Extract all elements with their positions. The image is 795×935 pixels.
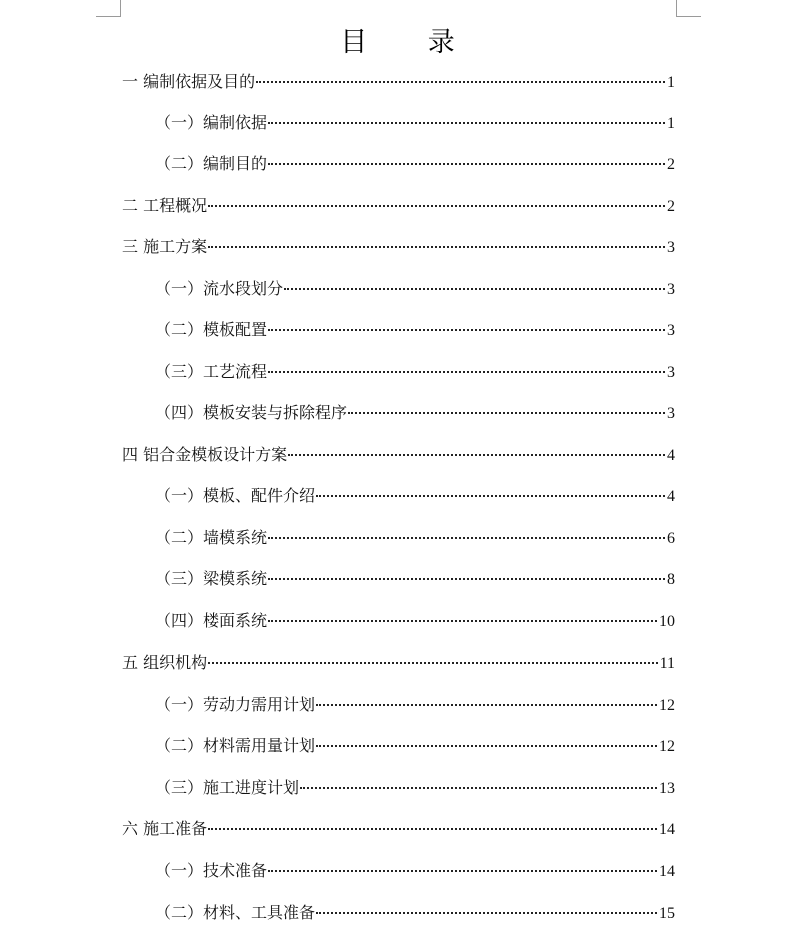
toc-entry-label: （二）材料、工具准备 xyxy=(155,903,316,922)
toc-entry-label: （二）编制目的 xyxy=(155,154,268,173)
toc-entry-label: （一）流水段划分 xyxy=(155,279,284,298)
toc-entry-page: 6 xyxy=(667,530,675,547)
toc-entry-label: （一）技术准备 xyxy=(155,861,268,880)
toc-entry-label: 二 工程概况 xyxy=(122,196,208,215)
toc-leader xyxy=(316,495,665,497)
toc-leader xyxy=(268,620,657,622)
toc-entry[interactable] xyxy=(122,71,675,93)
toc-leader xyxy=(268,537,665,539)
toc-leader xyxy=(300,787,657,789)
toc-entry-label: （二）模板配置 xyxy=(155,320,268,339)
toc-leader xyxy=(268,578,665,580)
toc-entry[interactable] xyxy=(155,278,675,300)
toc-leader xyxy=(208,205,665,207)
toc-leader xyxy=(288,454,665,456)
toc-entry[interactable] xyxy=(155,112,675,134)
toc-entry-page: 1 xyxy=(667,115,675,132)
toc-entry-page: 2 xyxy=(667,198,675,215)
toc-leader xyxy=(208,246,665,248)
toc-entry-page: 13 xyxy=(659,780,675,797)
toc-entry-label: 一 编制依据及目的 xyxy=(122,72,256,91)
toc-entry-page: 15 xyxy=(659,905,675,922)
toc-entry-label: （三）工艺流程 xyxy=(155,362,268,381)
toc-entry-label: 六 施工准备 xyxy=(122,819,208,838)
toc-entry[interactable] xyxy=(155,694,675,716)
toc-entry-page: 14 xyxy=(659,863,675,880)
toc-entry[interactable] xyxy=(155,153,675,175)
toc-entry[interactable] xyxy=(122,444,675,466)
toc-entry[interactable] xyxy=(155,485,675,507)
toc-entry-page: 1 xyxy=(667,74,675,91)
toc-entry[interactable] xyxy=(155,568,675,590)
toc-entry[interactable] xyxy=(155,610,675,632)
toc-leader xyxy=(268,163,665,165)
toc-entry-page: 14 xyxy=(659,821,675,838)
toc-entry-label: 三 施工方案 xyxy=(122,237,208,256)
toc-entry-label: 四 铝合金模板设计方案 xyxy=(122,445,288,464)
toc-entry[interactable] xyxy=(155,402,675,424)
toc-leader xyxy=(268,122,665,124)
toc-entry-page: 12 xyxy=(659,738,675,755)
toc-leader xyxy=(256,81,665,83)
toc-entry-label: （一）模板、配件介绍 xyxy=(155,486,316,505)
toc-entry-page: 4 xyxy=(667,447,675,464)
toc-title: 目 录 xyxy=(340,27,481,58)
toc-entry-page: 3 xyxy=(667,405,675,422)
toc-entry-page: 3 xyxy=(667,281,675,298)
toc-entry[interactable] xyxy=(155,361,675,383)
toc-entry-page: 4 xyxy=(667,488,675,505)
toc-entry-label: （四）模板安装与拆除程序 xyxy=(155,403,348,422)
toc-entry-page: 10 xyxy=(659,613,675,630)
toc-leader xyxy=(316,745,657,747)
toc-entry[interactable] xyxy=(155,735,675,757)
toc-entry-page: 3 xyxy=(667,322,675,339)
toc-entry-page: 11 xyxy=(659,655,675,672)
toc-leader xyxy=(348,412,665,414)
toc-entry[interactable] xyxy=(155,902,675,924)
toc-entry-label: （二）材料需用量计划 xyxy=(155,736,316,755)
toc-leader xyxy=(316,912,657,914)
toc-entry-label: （三）施工进度计划 xyxy=(155,778,300,797)
toc-entry[interactable] xyxy=(122,236,675,258)
toc-entry-page: 2 xyxy=(667,156,675,173)
toc-entry-label: （三）梁模系统 xyxy=(155,569,268,588)
toc-entry[interactable] xyxy=(155,527,675,549)
toc-leader xyxy=(268,329,665,331)
toc-entry-label: （四）楼面系统 xyxy=(155,611,268,630)
toc-leader xyxy=(284,288,665,290)
toc-entry[interactable] xyxy=(155,777,675,799)
toc-entry-page: 3 xyxy=(667,364,675,381)
toc-entry-label: （一）编制依据 xyxy=(155,113,268,132)
toc-leader xyxy=(208,662,658,664)
toc-entry-label: （一）劳动力需用计划 xyxy=(155,695,316,714)
toc-entry-page: 8 xyxy=(667,571,675,588)
toc-entry[interactable] xyxy=(122,195,675,217)
toc-entry[interactable] xyxy=(122,652,675,674)
toc-leader xyxy=(316,704,657,706)
toc-entry[interactable] xyxy=(122,818,675,840)
page-corner-mark-left xyxy=(96,0,121,17)
toc-entry-page: 12 xyxy=(659,697,675,714)
toc-entry-label: 五 组织机构 xyxy=(122,653,208,672)
toc-leader xyxy=(268,870,657,872)
toc-entry-page: 3 xyxy=(667,239,675,256)
toc-leader xyxy=(268,371,665,373)
toc-entry[interactable] xyxy=(155,860,675,882)
toc-leader xyxy=(208,828,657,830)
toc-entry-label: （二）墙模系统 xyxy=(155,528,268,547)
toc-entry[interactable] xyxy=(155,319,675,341)
page-corner-mark-right xyxy=(676,0,701,17)
